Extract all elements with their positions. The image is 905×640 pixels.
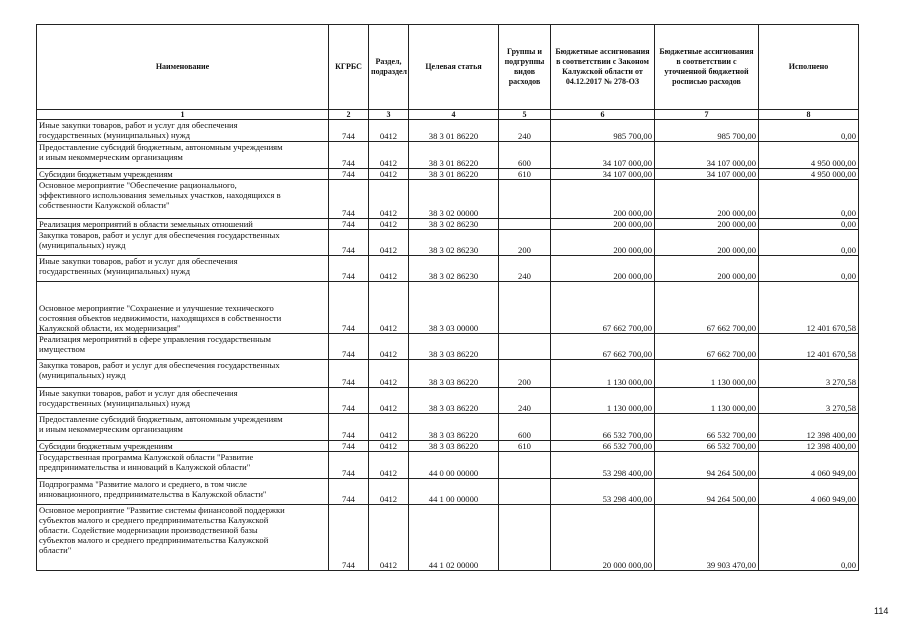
header-row: [37, 25, 859, 110]
table-row: [37, 142, 859, 169]
cell-target: 38 3 02 00000: [409, 180, 499, 219]
cell-law-amount: 67 662 700,00: [551, 282, 655, 334]
cell-group: 240: [499, 256, 551, 282]
cell-revised-amount: 200 000,00: [655, 230, 759, 256]
cell-kgrbs: 744: [329, 334, 369, 360]
cell-kgrbs: 744: [329, 479, 369, 505]
cell-target: 38 3 01 86220: [409, 120, 499, 142]
cell-revised-amount: 1 130 000,00: [655, 360, 759, 388]
header-revised: Бюджетные ассигнования в соответствии с уточненной бюджетной росписью расходов: [655, 25, 759, 110]
cell-target: 38 3 03 00000: [409, 282, 499, 334]
header-target: Целевая статья: [409, 25, 499, 110]
cell-executed-amount: 12 398 400,00: [759, 414, 859, 441]
column-number: 1: [37, 110, 329, 120]
cell-name: Государственная программа Калужской области "Развитие предпринимательства и инноваций в Калужской области": [37, 452, 329, 479]
cell-name: Иные закупки товаров, работ и услуг для обеспечения государственных (муниципальных) нужд: [37, 120, 329, 142]
table-row: [37, 360, 859, 388]
cell-executed-amount: 4 060 949,00: [759, 479, 859, 505]
cell-name: Субсидии бюджетным учреждениям: [37, 441, 329, 452]
cell-name: Реализация мероприятий в области земельных отношений: [37, 219, 329, 230]
cell-executed-amount: 12 401 670,58: [759, 334, 859, 360]
column-number: 5: [499, 110, 551, 120]
cell-kgrbs: 744: [329, 142, 369, 169]
cell-group: 610: [499, 441, 551, 452]
cell-section: 0412: [369, 334, 409, 360]
cell-target: 38 3 02 86230: [409, 219, 499, 230]
table-row: [37, 256, 859, 282]
cell-executed-amount: 0,00: [759, 219, 859, 230]
cell-target: 38 3 03 86220: [409, 441, 499, 452]
table-row: [37, 452, 859, 479]
cell-revised-amount: 66 532 700,00: [655, 414, 759, 441]
cell-law-amount: 200 000,00: [551, 256, 655, 282]
cell-target: 38 3 01 86220: [409, 142, 499, 169]
cell-name: Основное мероприятие "Сохранение и улучшение технического состояния объектов недвижимости, находящихся в собственности Калужской области, их модернизация": [37, 282, 329, 334]
cell-law-amount: 1 130 000,00: [551, 388, 655, 414]
cell-executed-amount: 0,00: [759, 180, 859, 219]
cell-section: 0412: [369, 219, 409, 230]
cell-target: 44 1 00 00000: [409, 479, 499, 505]
cell-section: 0412: [369, 414, 409, 441]
cell-kgrbs: 744: [329, 256, 369, 282]
cell-section: 0412: [369, 256, 409, 282]
cell-kgrbs: 744: [329, 169, 369, 180]
cell-target: 38 3 03 86220: [409, 334, 499, 360]
table-row: [37, 334, 859, 360]
budget-table: [36, 24, 859, 571]
cell-group: 610: [499, 169, 551, 180]
cell-law-amount: 67 662 700,00: [551, 334, 655, 360]
cell-revised-amount: 1 130 000,00: [655, 388, 759, 414]
cell-executed-amount: 0,00: [759, 256, 859, 282]
table-row: [37, 479, 859, 505]
column-number: 4: [409, 110, 499, 120]
cell-executed-amount: 12 398 400,00: [759, 441, 859, 452]
cell-revised-amount: 94 264 500,00: [655, 479, 759, 505]
column-number-row: [37, 110, 859, 120]
table-row: [37, 169, 859, 180]
column-number: 7: [655, 110, 759, 120]
cell-group: [499, 180, 551, 219]
cell-group: 600: [499, 414, 551, 441]
cell-revised-amount: 200 000,00: [655, 180, 759, 219]
cell-group: [499, 505, 551, 571]
cell-name: Иные закупки товаров, работ и услуг для обеспечения государственных (муниципальных) нужд: [37, 388, 329, 414]
cell-kgrbs: 744: [329, 282, 369, 334]
cell-group: [499, 334, 551, 360]
cell-name: Предоставление субсидий бюджетным, автономным учреждениям и иным некоммерческим организациям: [37, 414, 329, 441]
table-row: [37, 388, 859, 414]
cell-group: [499, 219, 551, 230]
cell-section: 0412: [369, 441, 409, 452]
cell-revised-amount: 200 000,00: [655, 219, 759, 230]
column-number: 3: [369, 110, 409, 120]
cell-revised-amount: 985 700,00: [655, 120, 759, 142]
cell-group: [499, 452, 551, 479]
cell-revised-amount: 67 662 700,00: [655, 282, 759, 334]
cell-section: 0412: [369, 479, 409, 505]
cell-target: 38 3 03 86220: [409, 388, 499, 414]
cell-executed-amount: 3 270,58: [759, 388, 859, 414]
cell-kgrbs: 744: [329, 505, 369, 571]
cell-kgrbs: 744: [329, 360, 369, 388]
cell-executed-amount: 3 270,58: [759, 360, 859, 388]
cell-kgrbs: 744: [329, 441, 369, 452]
column-number: 2: [329, 110, 369, 120]
column-number: 8: [759, 110, 859, 120]
cell-kgrbs: 744: [329, 388, 369, 414]
cell-kgrbs: 744: [329, 414, 369, 441]
cell-section: 0412: [369, 120, 409, 142]
cell-kgrbs: 744: [329, 219, 369, 230]
cell-group: [499, 479, 551, 505]
table-row: [37, 230, 859, 256]
cell-name: Предоставление субсидий бюджетным, автономным учреждениям и иным некоммерческим организациям: [37, 142, 329, 169]
cell-name: Закупка товаров, работ и услуг для обеспечения государственных (муниципальных) нужд: [37, 360, 329, 388]
cell-group: 240: [499, 120, 551, 142]
cell-group: [499, 282, 551, 334]
cell-section: 0412: [369, 230, 409, 256]
header-name: Наименование: [37, 25, 329, 110]
cell-kgrbs: 744: [329, 120, 369, 142]
cell-target: 44 1 02 00000: [409, 505, 499, 571]
cell-executed-amount: 4 950 000,00: [759, 142, 859, 169]
cell-law-amount: 34 107 000,00: [551, 169, 655, 180]
cell-law-amount: 53 298 400,00: [551, 452, 655, 479]
cell-law-amount: 34 107 000,00: [551, 142, 655, 169]
header-section: Раздел, подраздел: [369, 25, 409, 110]
table-row: [37, 414, 859, 441]
cell-name: Подпрограмма "Развитие малого и среднего, в том числе инновационного, предпринимательства в Калужской области": [37, 479, 329, 505]
header-executed: Исполнено: [759, 25, 859, 110]
cell-law-amount: 53 298 400,00: [551, 479, 655, 505]
cell-target: 44 0 00 00000: [409, 452, 499, 479]
cell-revised-amount: 34 107 000,00: [655, 169, 759, 180]
cell-revised-amount: 34 107 000,00: [655, 142, 759, 169]
cell-law-amount: 66 532 700,00: [551, 414, 655, 441]
cell-revised-amount: 39 903 470,00: [655, 505, 759, 571]
cell-revised-amount: 66 532 700,00: [655, 441, 759, 452]
cell-target: 38 3 01 86220: [409, 169, 499, 180]
cell-section: 0412: [369, 505, 409, 571]
cell-kgrbs: 744: [329, 180, 369, 219]
page-number: 114: [874, 606, 889, 616]
header-group: Группы и подгруппы видов расходов: [499, 25, 551, 110]
table-row: [37, 282, 859, 334]
cell-group: 240: [499, 388, 551, 414]
cell-kgrbs: 744: [329, 230, 369, 256]
table-row: [37, 180, 859, 219]
cell-name: Закупка товаров, работ и услуг для обеспечения государственных (муниципальных) нужд: [37, 230, 329, 256]
cell-law-amount: 66 532 700,00: [551, 441, 655, 452]
table-row: [37, 120, 859, 142]
cell-executed-amount: 0,00: [759, 120, 859, 142]
cell-executed-amount: 0,00: [759, 505, 859, 571]
cell-target: 38 3 02 86230: [409, 230, 499, 256]
cell-section: 0412: [369, 452, 409, 479]
cell-executed-amount: 4 060 949,00: [759, 452, 859, 479]
cell-name: Основное мероприятие "Обеспечение рационального, эффективного использования земельных участков, находящихся в собственности Калужской области": [37, 180, 329, 219]
cell-section: 0412: [369, 180, 409, 219]
cell-law-amount: 200 000,00: [551, 230, 655, 256]
cell-section: 0412: [369, 142, 409, 169]
cell-law-amount: 985 700,00: [551, 120, 655, 142]
cell-law-amount: 1 130 000,00: [551, 360, 655, 388]
cell-group: 200: [499, 230, 551, 256]
cell-law-amount: 200 000,00: [551, 219, 655, 230]
cell-target: 38 3 02 86230: [409, 256, 499, 282]
header-law: Бюджетные ассигнования в соответствии с Законом Калужской области от 04.12.2017 № 278-ОЗ: [551, 25, 655, 110]
cell-group: 200: [499, 360, 551, 388]
cell-name: Основное мероприятие "Развитие системы финансовой поддержки субъектов малого и среднего предпринимательства Калужской области. Содействие модернизации производственной базы субъектов малого и среднего предпринимательства Калужской области": [37, 505, 329, 571]
cell-section: 0412: [369, 169, 409, 180]
cell-kgrbs: 744: [329, 452, 369, 479]
cell-section: 0412: [369, 282, 409, 334]
cell-executed-amount: 4 950 000,00: [759, 169, 859, 180]
cell-section: 0412: [369, 388, 409, 414]
cell-target: 38 3 03 86220: [409, 414, 499, 441]
cell-executed-amount: 0,00: [759, 230, 859, 256]
header-kgrbs: КГРБС: [329, 25, 369, 110]
cell-revised-amount: 67 662 700,00: [655, 334, 759, 360]
cell-law-amount: 200 000,00: [551, 180, 655, 219]
cell-name: Субсидии бюджетным учреждениям: [37, 169, 329, 180]
cell-name: Иные закупки товаров, работ и услуг для обеспечения государственных (муниципальных) нужд: [37, 256, 329, 282]
table-row: [37, 505, 859, 571]
cell-section: 0412: [369, 360, 409, 388]
cell-target: 38 3 03 86220: [409, 360, 499, 388]
column-number: 6: [551, 110, 655, 120]
cell-group: 600: [499, 142, 551, 169]
cell-name: Реализация мероприятий в сфере управления государственным имуществом: [37, 334, 329, 360]
cell-law-amount: 20 000 000,00: [551, 505, 655, 571]
cell-revised-amount: 94 264 500,00: [655, 452, 759, 479]
cell-revised-amount: 200 000,00: [655, 256, 759, 282]
cell-executed-amount: 12 401 670,58: [759, 282, 859, 334]
table-row: [37, 441, 859, 452]
table-row: [37, 219, 859, 230]
